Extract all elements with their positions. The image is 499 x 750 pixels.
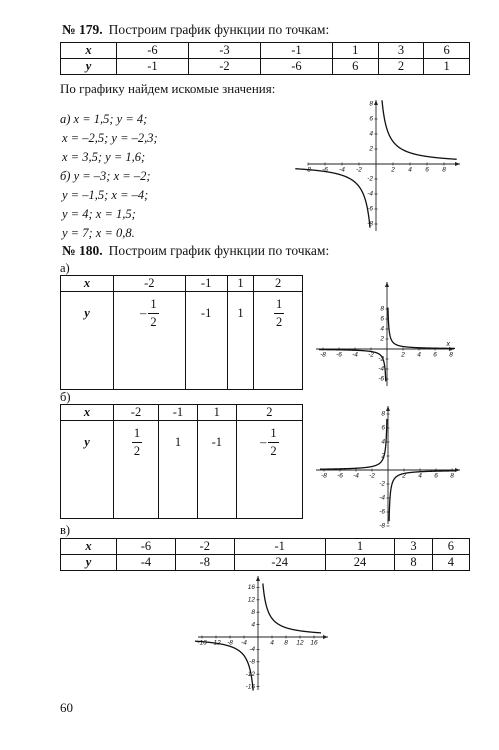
y-tick-label: -4 — [378, 365, 384, 373]
problem-179-number: № 179. — [62, 22, 103, 37]
table-cell: -8 — [175, 555, 234, 571]
table-cell: 24 — [325, 555, 395, 571]
table-cell: -6 — [260, 59, 332, 75]
table-row — [61, 405, 303, 421]
table-cell: 3 — [395, 539, 432, 555]
problem-180-title — [62, 243, 329, 259]
answer-line: y = 7; x = 0,8. — [62, 226, 135, 240]
table-180-a — [60, 275, 303, 390]
table-cell: 6 — [424, 43, 470, 59]
hyperbola-branch-positive — [389, 471, 456, 521]
graph-180-a — [314, 280, 456, 388]
table-row — [61, 43, 470, 59]
fraction-numerator: 1 — [132, 427, 142, 443]
table-cell: -4 — [117, 555, 176, 571]
y-tick-label: 4 — [251, 621, 255, 629]
table-cell: 1 — [332, 43, 378, 59]
x-tick-label: -6 — [337, 472, 343, 480]
x-axis-arrow — [455, 162, 460, 166]
table-cell: 1 — [227, 292, 254, 390]
answer-line: y = 4; x = 1,5; — [62, 207, 136, 221]
table-cell: 6 — [432, 539, 469, 555]
fraction-denominator: 2 — [276, 314, 283, 329]
y-tick-label: 8 — [369, 100, 373, 108]
fraction-sign: – — [260, 434, 267, 449]
x-header: x — [61, 539, 117, 555]
answer-line: y = –1,5; x = –4; — [62, 188, 149, 202]
x-tick-label: 4 — [408, 166, 412, 174]
table-cell: -2 — [175, 539, 234, 555]
answer-line: x = 3,5; y = 1,6; — [62, 150, 146, 164]
fraction-cell — [114, 421, 159, 519]
x-axis-label: x — [446, 341, 450, 348]
fraction-denominator: 2 — [270, 443, 277, 458]
y-tick-label: -12 — [245, 670, 255, 678]
table-cell: -2 — [114, 405, 159, 421]
y-tick-label: 8 — [251, 608, 255, 616]
y-tick-label: -4 — [249, 646, 255, 654]
table-cell: 1 — [325, 539, 395, 555]
y-tick-label: 2 — [380, 335, 384, 343]
x-tick-label: -16 — [197, 639, 207, 647]
x-tick-label: -4 — [339, 166, 345, 174]
x-tick-label: -4 — [353, 472, 359, 480]
hyperbola-branch-positive — [263, 583, 321, 632]
table-cell: 3 — [378, 43, 424, 59]
table-cell: -1 — [234, 539, 325, 555]
y-axis-arrow — [256, 576, 260, 581]
y-tick-label: -8 — [249, 658, 255, 666]
x-header: x — [61, 276, 114, 292]
answer-line: а) x = 1,5; y = 4; — [60, 112, 148, 126]
page-number: 60 — [60, 700, 73, 715]
table-cell: -1 — [117, 59, 189, 75]
y-tick-label: 4 — [381, 438, 385, 446]
graph-180-v — [196, 574, 330, 692]
fraction-numerator: 1 — [268, 427, 278, 443]
hyperbola-branch-positive — [388, 307, 455, 348]
x-tick-label: -12 — [211, 639, 221, 647]
x-tick-label: -2 — [369, 472, 375, 480]
x-tick-label: 8 — [449, 351, 453, 359]
y-tick-label: 2 — [369, 145, 373, 153]
x-tick-label: 6 — [433, 351, 437, 359]
y-tick-label: 8 — [381, 410, 385, 418]
y-tick-label: -4 — [379, 494, 385, 502]
x-tick-label: 8 — [450, 472, 454, 480]
table-cell: 2 — [254, 276, 303, 292]
graph-180-b — [314, 404, 462, 530]
table-cell: 1 — [159, 421, 198, 519]
hyperbola-branch-positive — [382, 100, 457, 159]
answer-line: x = –2,5; y = –2,3; — [62, 131, 158, 145]
table-cell: 2 — [378, 59, 424, 75]
y-tick-label: -4 — [367, 190, 373, 198]
y-tick-label: -2 — [367, 175, 373, 183]
problem-180-number: № 180. — [62, 243, 103, 258]
table-cell: -24 — [234, 555, 325, 571]
y-tick-label: 2 — [381, 452, 385, 460]
x-tick-label: 4 — [417, 351, 421, 359]
table-180-b — [60, 404, 303, 519]
answer-line: б) y = –3; x = –2; — [60, 169, 151, 183]
table-row — [61, 555, 470, 571]
y-tick-label: -8 — [379, 522, 385, 530]
fraction-cell — [114, 292, 186, 390]
table-cell: 4 — [432, 555, 469, 571]
x-tick-label: 6 — [425, 166, 429, 174]
x-tick-label: -8 — [321, 472, 327, 480]
hyperbola-branch-negative — [295, 166, 370, 228]
table-row — [61, 539, 470, 555]
part-a-label: а) — [60, 261, 70, 275]
table-180-v — [60, 538, 470, 571]
y-tick-label: -6 — [379, 508, 385, 516]
table-cell: 1 — [197, 405, 236, 421]
y-tick-label: 6 — [381, 424, 385, 432]
y-tick-label: -2 — [378, 355, 384, 363]
x-tick-label: 16 — [310, 639, 318, 647]
lead-text: По графику найдем искомые значения: — [60, 81, 276, 96]
table-cell: -6 — [117, 43, 189, 59]
x-tick-label: 2 — [391, 166, 395, 174]
fraction-cell — [236, 421, 302, 519]
y-tick-label: -8 — [367, 220, 373, 228]
y-tick-label: 8 — [380, 305, 384, 313]
x-tick-label: -2 — [368, 351, 374, 359]
y-tick-label: 4 — [369, 130, 373, 138]
fraction-denominator: 2 — [133, 443, 141, 458]
y-tick-label: -2 — [379, 480, 385, 488]
table-cell: -1 — [197, 421, 236, 519]
problem-180-text: Построим график функции по точкам: — [108, 243, 330, 258]
x-tick-label: 6 — [434, 472, 438, 480]
y-tick-label: 12 — [247, 596, 255, 604]
y-axis-arrow — [386, 406, 390, 411]
x-tick-label: -4 — [241, 639, 247, 647]
graph-179 — [306, 98, 462, 233]
table-cell: 6 — [332, 59, 378, 75]
x-header: x — [61, 405, 114, 421]
table-cell: -1 — [185, 292, 227, 390]
hyperbola-branch-negative — [195, 641, 253, 690]
y-tick-label: -16 — [245, 683, 255, 691]
fraction-numerator: 1 — [274, 298, 284, 314]
table-row — [61, 292, 303, 390]
y-tick-label: -6 — [378, 375, 384, 383]
table-cell: -2 — [188, 59, 260, 75]
x-tick-label: 8 — [284, 639, 288, 647]
y-header: y — [61, 421, 114, 519]
table-row — [61, 421, 303, 519]
table-cell: 2 — [236, 405, 302, 421]
x-tick-label: -6 — [336, 351, 342, 359]
problem-179-text: Построим график функции по точкам: — [108, 22, 330, 37]
x-tick-label: -6 — [322, 166, 328, 174]
y-header: y — [61, 292, 114, 390]
table-179 — [60, 42, 470, 75]
table-cell: -2 — [114, 276, 186, 292]
table-cell: -1 — [185, 276, 227, 292]
y-axis-arrow — [385, 282, 389, 287]
x-tick-label: 2 — [402, 472, 406, 480]
x-tick-label: -2 — [356, 166, 362, 174]
y-header: y — [61, 59, 117, 75]
table-row — [61, 59, 470, 75]
x-tick-label: 8 — [442, 166, 446, 174]
x-header: x — [61, 43, 117, 59]
fraction-cell — [254, 292, 303, 390]
y-tick-label: 16 — [247, 584, 255, 592]
table-cell: 1 — [424, 59, 470, 75]
y-tick-label: 6 — [369, 115, 373, 123]
table-cell: -6 — [117, 539, 176, 555]
hyperbola-branch-negative — [320, 419, 387, 469]
x-tick-label: -8 — [320, 351, 326, 359]
table-cell: -1 — [159, 405, 198, 421]
y-tick-label: 4 — [380, 325, 384, 333]
x-tick-label: 12 — [296, 639, 304, 647]
problem-179-title — [62, 22, 329, 38]
x-tick-label: 4 — [270, 639, 274, 647]
table-cell: 1 — [227, 276, 254, 292]
part-b-label: б) — [60, 390, 71, 404]
fraction-denominator: 2 — [150, 314, 157, 329]
x-tick-label: 4 — [418, 472, 422, 480]
y-tick-label: 6 — [380, 315, 384, 323]
x-tick-label: -8 — [227, 639, 233, 647]
fraction-sign: – — [140, 305, 147, 320]
fraction-numerator: 1 — [148, 298, 158, 314]
x-tick-label: 2 — [401, 351, 405, 359]
x-axis-arrow — [323, 635, 328, 639]
y-tick-label: -6 — [367, 205, 373, 213]
table-cell: 8 — [395, 555, 432, 571]
x-tick-label: -4 — [352, 351, 358, 359]
table-cell: -1 — [260, 43, 332, 59]
table-row — [61, 276, 303, 292]
y-header: y — [61, 555, 117, 571]
part-v-label: в) — [60, 523, 71, 537]
x-tick-label: -8 — [305, 166, 311, 174]
table-cell: -3 — [188, 43, 260, 59]
